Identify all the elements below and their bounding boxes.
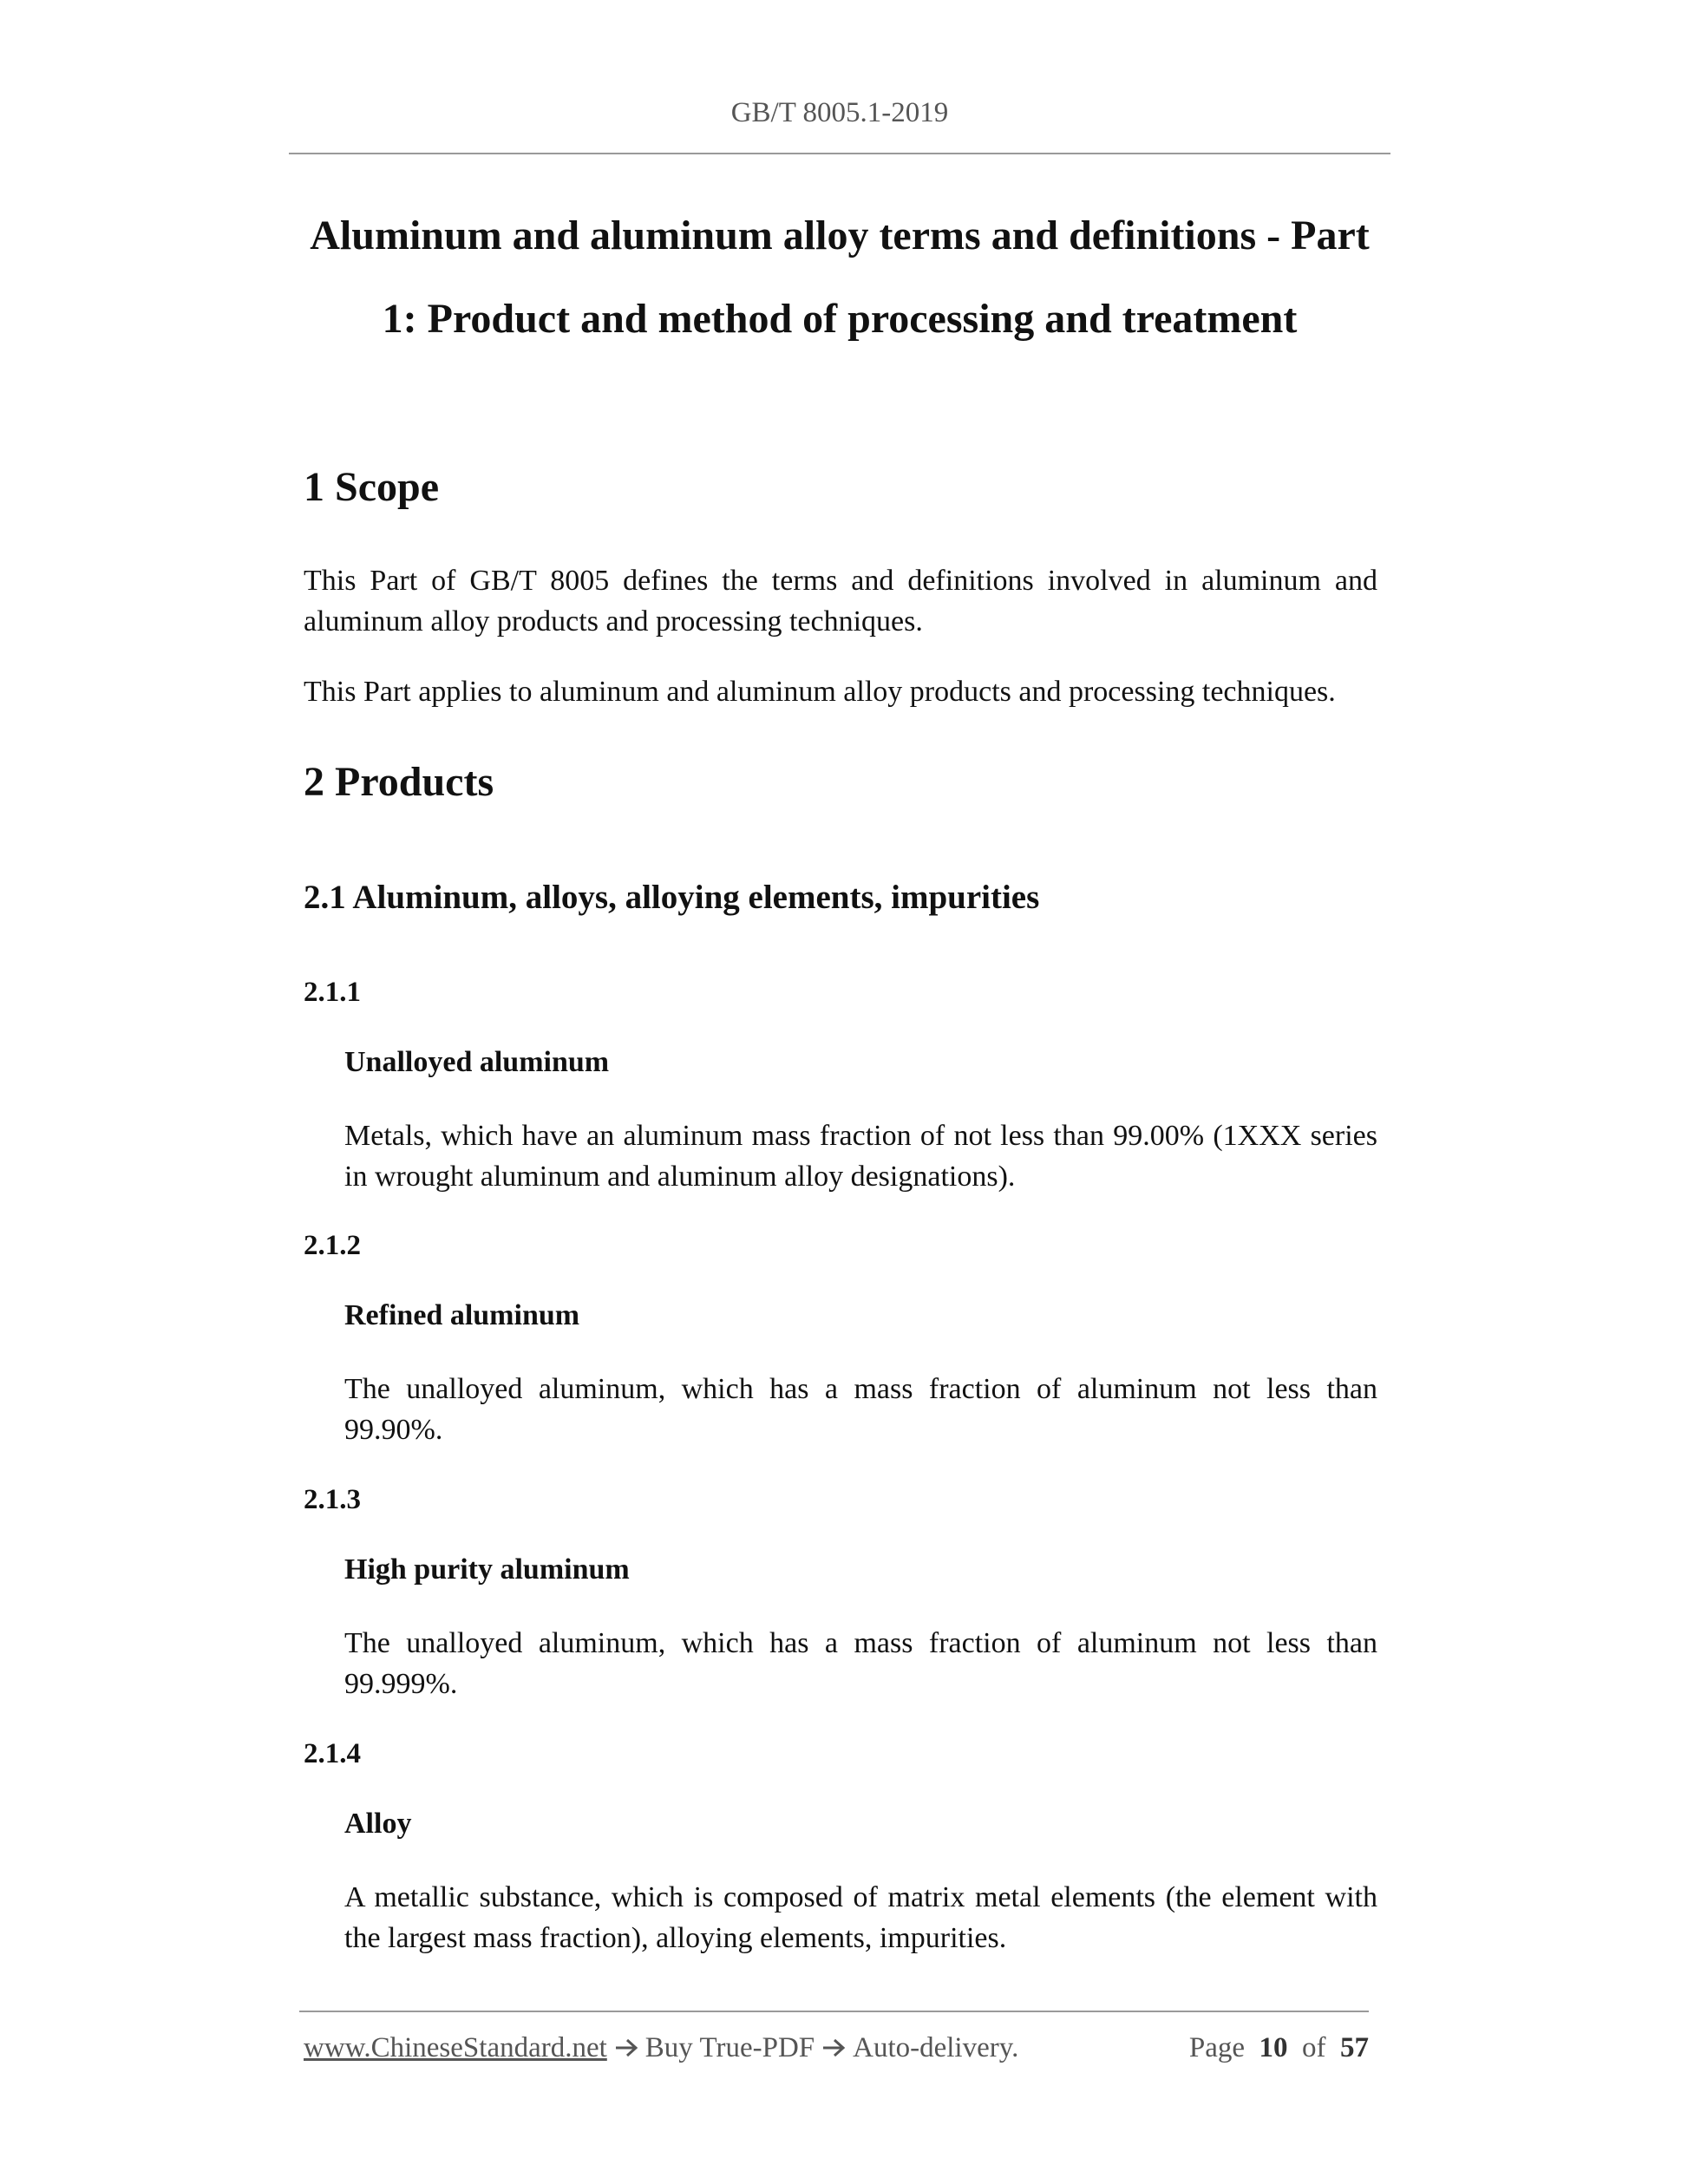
scope-heading: 1 Scope xyxy=(304,464,439,510)
term-definition: A metallic substance, which is composed of matrix metal elements (the element with the largest mass fraction), alloying elements, impurities. xyxy=(344,1881,1377,1954)
scope-paragraph-2: This Part applies to aluminum and aluminum alloy products and processing techniques. xyxy=(304,676,1336,708)
term-name: Unalloyed aluminum xyxy=(344,1046,610,1078)
of-label: of xyxy=(1302,2032,1326,2063)
document-title xyxy=(289,194,1390,361)
page-indicator xyxy=(1189,2032,1369,2064)
term-number: 2.1.2 xyxy=(304,1230,361,1261)
buy-true-pdf-text: Buy True-PDF xyxy=(644,2032,815,2063)
term-number: 2.1.4 xyxy=(304,1738,361,1769)
term-number: 2.1.3 xyxy=(304,1484,361,1515)
footer-promo xyxy=(304,2032,1018,2064)
page-label: Page xyxy=(1188,2032,1245,2063)
header-divider xyxy=(289,153,1390,154)
term-name: Refined aluminum xyxy=(344,1299,580,1331)
document-title-line-2: 1: Product and method of processing and treatment xyxy=(382,296,1298,342)
footer-divider xyxy=(299,2011,1369,2012)
right-arrow-icon xyxy=(821,2037,847,2059)
subsection-heading: 2.1 Aluminum, alloys, alloying elements, impurities xyxy=(304,879,1040,916)
auto-delivery-text: Auto-delivery. xyxy=(853,2032,1019,2063)
term-name: Alloy xyxy=(344,1808,412,1840)
current-page-number: 10 xyxy=(1259,2032,1288,2063)
scope-paragraph-1: This Part of GB/T 8005 defines the terms and definitions involved in aluminum and aluminum alloy products and processing techniques. xyxy=(304,565,1377,638)
products-heading: 2 Products xyxy=(304,759,494,805)
site-link[interactable]: www.ChineseStandard.net xyxy=(304,2032,607,2063)
document-title-line-1: Aluminum and aluminum alloy terms and definitions - Part xyxy=(310,213,1370,258)
running-header: GB/T 8005.1-2019 xyxy=(730,97,949,128)
term-definition: The unalloyed aluminum, which has a mass fraction of aluminum not less than 99.90%. xyxy=(344,1373,1377,1446)
term-name: High purity aluminum xyxy=(344,1553,630,1586)
term-definition: The unalloyed aluminum, which has a mass fraction of aluminum not less than 99.999%. xyxy=(344,1627,1377,1700)
total-page-count: 57 xyxy=(1340,2032,1369,2063)
term-definition: Metals, which have an aluminum mass fraction of not less than 99.00% (1XXX series in wrought aluminum and aluminum alloy designations). xyxy=(344,1120,1377,1193)
term-number: 2.1.1 xyxy=(304,977,361,1008)
right-arrow-icon xyxy=(614,2037,640,2059)
page-footer xyxy=(304,2032,1369,2070)
